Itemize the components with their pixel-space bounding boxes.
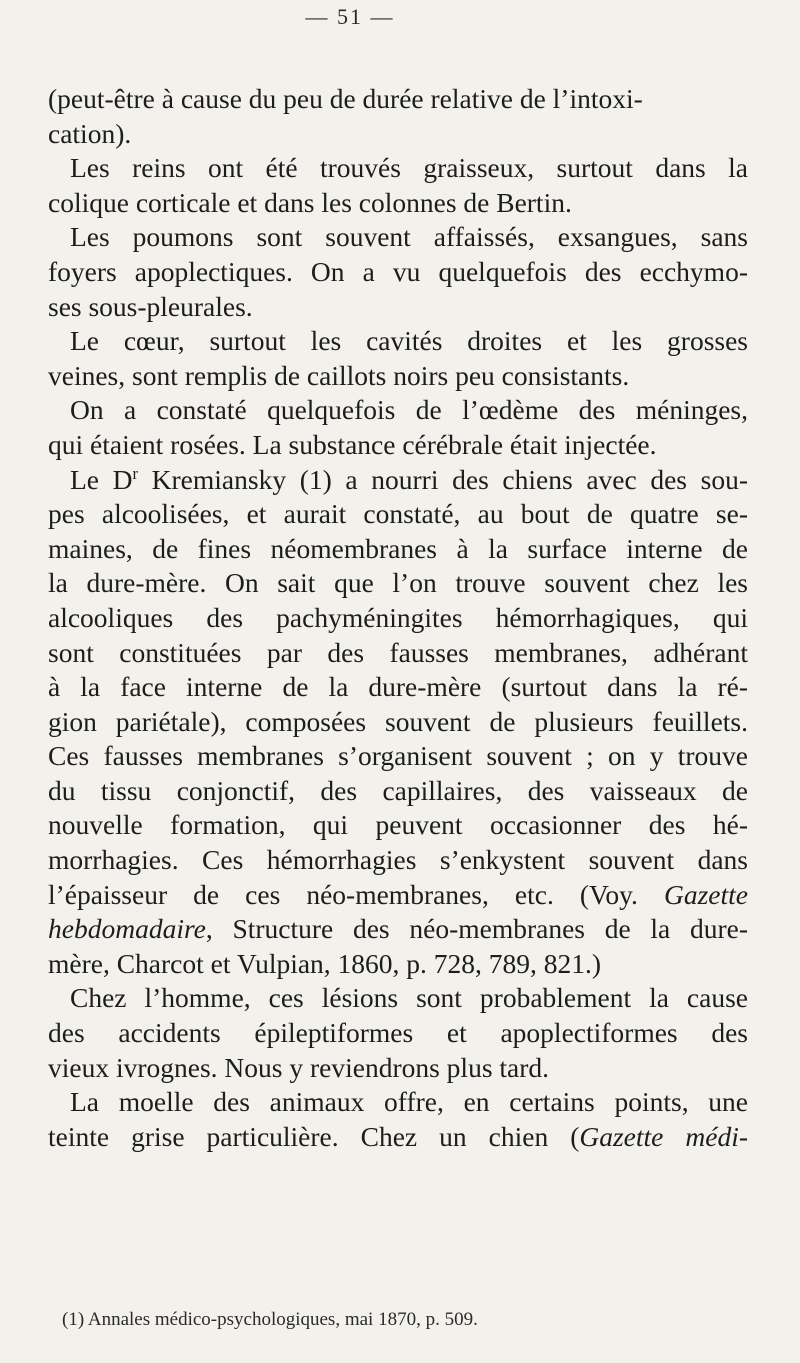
- text-line: Ces fausses membranes s’organisent souvent ; on y trouve: [48, 740, 748, 772]
- text-line: Les poumons sont souvent affaissés, exsangues, sans: [70, 221, 748, 253]
- text-line: à la face interne de la dure-mère (surtout dans la ré-: [48, 671, 748, 703]
- text-line: du tissu conjonctif, des capillaires, des vaisseaux de: [48, 774, 748, 806]
- text-line: gion pariétale), composées souvent de plusieurs feuillets.: [48, 705, 748, 737]
- text-line: la dure-mère. On sait que l’on trouve souvent chez les: [48, 567, 748, 599]
- text-line: cation).: [48, 117, 132, 149]
- text-line: ses sous-pleurales.: [48, 290, 253, 322]
- text-line: foyers apoplectiques. On a vu quelquefois des ecchymo-: [48, 255, 748, 287]
- text-line: Le cœur, surtout les cavités droites et les grosses: [70, 325, 748, 357]
- text-line: Chez l’homme, ces lésions sont probablement la cause: [70, 982, 748, 1014]
- text-line: maines, de fines néomembranes à la surface interne de: [48, 532, 748, 564]
- text-line: l’épaisseur de ces néo-membranes, etc. (Voy. Gazette: [48, 878, 748, 910]
- footnote: (1) Annales médico-psychologiques, mai 1870, p. 509.: [62, 1309, 478, 1330]
- page-number: — 51 —: [305, 4, 395, 29]
- text-line: hebdomadaire, Structure des néo-membranes de la dure-: [48, 913, 748, 945]
- text-line: alcooliques des pachyméningites hémorrhagiques, qui: [48, 601, 748, 633]
- text-line: Les reins ont été trouvés graisseux, surtout dans la: [70, 152, 748, 184]
- body-text: [48, 82, 748, 1154]
- text-line: colique corticale et dans les colonnes de Bertin.: [48, 186, 572, 218]
- text-line: sont constituées par des fausses membranes, adhérant: [48, 636, 748, 668]
- text-line: La moelle des animaux offre, en certains points, une: [70, 1086, 748, 1118]
- text-line: (peut-être à cause du peu de durée relative de l’intoxi-: [48, 83, 643, 114]
- text-line: des accidents épileptiformes et apoplectiformes des: [48, 1017, 748, 1049]
- text-line: vieux ivrognes. Nous y reviendrons plus tard.: [48, 1051, 550, 1083]
- text-line: Le $D^r$ Kremiansky (1) a nourri des chiens avec des sou-: [70, 463, 748, 495]
- text-line: morrhagies. Ces hémorrhagies s’enkystent souvent dans: [48, 844, 748, 876]
- text-line: pes alcoolisées, et aurait constaté, au bout de quatre se-: [48, 498, 748, 530]
- text-line: mère, Charcot et Vulpian, 1860, p. 728, 789, 821.): [48, 947, 602, 979]
- text-line: veines, sont remplis de caillots noirs peu consistants.: [48, 359, 630, 391]
- text-line: teinte grise particulière. Chez un chien (Gazette médi-: [48, 1120, 748, 1152]
- text-line: On a constaté quelquefois de l’œdème des méninges,: [70, 394, 748, 426]
- text-line: qui étaient rosées. La substance cérébrale était injectée.: [48, 428, 657, 460]
- text-line: nouvelle formation, qui peuvent occasionner des hé-: [48, 809, 748, 841]
